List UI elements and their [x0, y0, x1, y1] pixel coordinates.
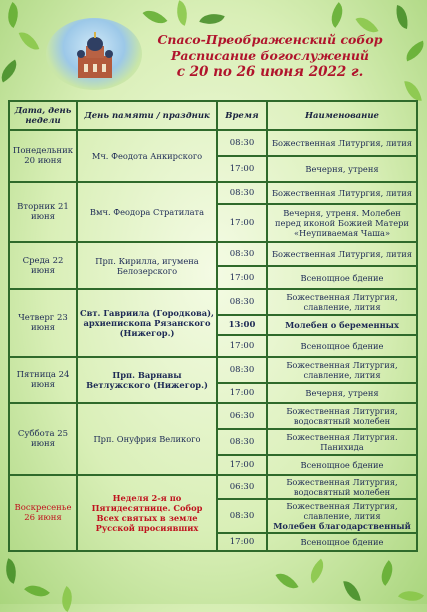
day-cell: Пятница 24 июня [9, 357, 77, 403]
time-cell: 17:00 [217, 204, 267, 242]
table-row [9, 357, 417, 383]
column-header-time: Время [217, 101, 267, 130]
table-row [9, 242, 417, 266]
service-cell: Всенощное бдение [267, 455, 417, 475]
service-cell: Вечерня, утреня [267, 156, 417, 182]
service-cell: Божественная Литургия, водосвятный молебен [267, 475, 417, 499]
memory-cell: Прп. Кирилла, игумена Белозерского [77, 242, 217, 289]
table-row [9, 289, 417, 315]
service-cell: Божественная Литургия, славление, лития [267, 289, 417, 315]
table-header-row [9, 101, 417, 130]
service-name: Божественная Литургия, славление, лития [286, 501, 398, 521]
memory-cell: Свт. Гавриила (Городкова), архиепископа Рязанского (Нижегор.) [77, 289, 217, 357]
column-header-memory: День памяти / праздник [77, 101, 217, 130]
memory-cell: Неделя 2-я по Пятидесятнице. Собор Всех святых в земле Русской просиявших [77, 475, 217, 551]
service-cell: Божественная Литургия, водосвятный молебен [267, 403, 417, 429]
time-cell: 06:30 [217, 403, 267, 429]
time-cell: 08:30 [217, 429, 267, 455]
time-cell: 08:30 [217, 182, 267, 204]
table-row [9, 403, 417, 429]
schedule-table [8, 100, 418, 552]
day-cell: Четверг 23 июня [9, 289, 77, 357]
time-cell: 17:00 [217, 455, 267, 475]
service-name-extra: Молебен благодарственный [273, 521, 411, 531]
service-cell [267, 499, 417, 533]
service-cell: Вечерня, утреня [267, 383, 417, 403]
memory-cell: Прп. Варнавы Ветлужского (Нижегор.) [77, 357, 217, 403]
page-title [140, 32, 400, 80]
day-cell: Среда 22 июня [9, 242, 77, 289]
time-cell: 08:30 [217, 242, 267, 266]
time-cell: 06:30 [217, 475, 267, 499]
service-cell: Всенощное бдение [267, 335, 417, 357]
time-cell: 08:30 [217, 357, 267, 383]
time-cell: 08:30 [217, 130, 267, 156]
time-cell: 17:00 [217, 383, 267, 403]
table-row [9, 182, 417, 204]
time-cell: 17:00 [217, 533, 267, 551]
memory-cell: Мч. Феодота Анкирского [77, 130, 217, 182]
memory-cell: Вмч. Феодора Стратилата [77, 182, 217, 242]
table-row [9, 475, 417, 499]
title-schedule: Расписание богослужений [170, 48, 370, 63]
service-cell: Божественная Литургия, лития [267, 182, 417, 204]
service-cell: Всенощное бдение [267, 533, 417, 551]
title-cathedral: Спасо-Преображенский собор [157, 32, 383, 47]
service-cell: Божественная Литургия. Панихида [267, 429, 417, 455]
service-cell: Вечерня, утреня. Молебен перед иконой Божией Матери «Неупиваемая Чаша» [267, 204, 417, 242]
time-cell: 08:30 [217, 289, 267, 315]
column-header-date: Дата, день недели [9, 101, 77, 130]
day-cell: Понедельник 20 июня [9, 130, 77, 182]
service-cell: Божественная Литургия, лития [267, 242, 417, 266]
time-cell: 17:00 [217, 335, 267, 357]
day-cell: Суббота 25 июня [9, 403, 77, 475]
time-cell: 17:00 [217, 156, 267, 182]
time-cell: 08:30 [217, 499, 267, 533]
day-cell: Вторник 21 июня [9, 182, 77, 242]
column-header-service: Наименование [267, 101, 417, 130]
time-cell: 17:00 [217, 266, 267, 289]
service-cell: Молебен о беременных [267, 315, 417, 335]
cathedral-image [70, 30, 120, 80]
service-cell: Всенощное бдение [267, 266, 417, 289]
day-cell: Воскресенье 26 июня [9, 475, 77, 551]
title-dates: с 20 по 26 июня 2022 г. [176, 64, 364, 80]
service-cell: Божественная Литургия, славление, лития [267, 357, 417, 383]
service-cell: Божественная Литургия, лития [267, 130, 417, 156]
table-row [9, 130, 417, 156]
memory-cell: Прп. Онуфрия Великого [77, 403, 217, 475]
time-cell: 13:00 [217, 315, 267, 335]
